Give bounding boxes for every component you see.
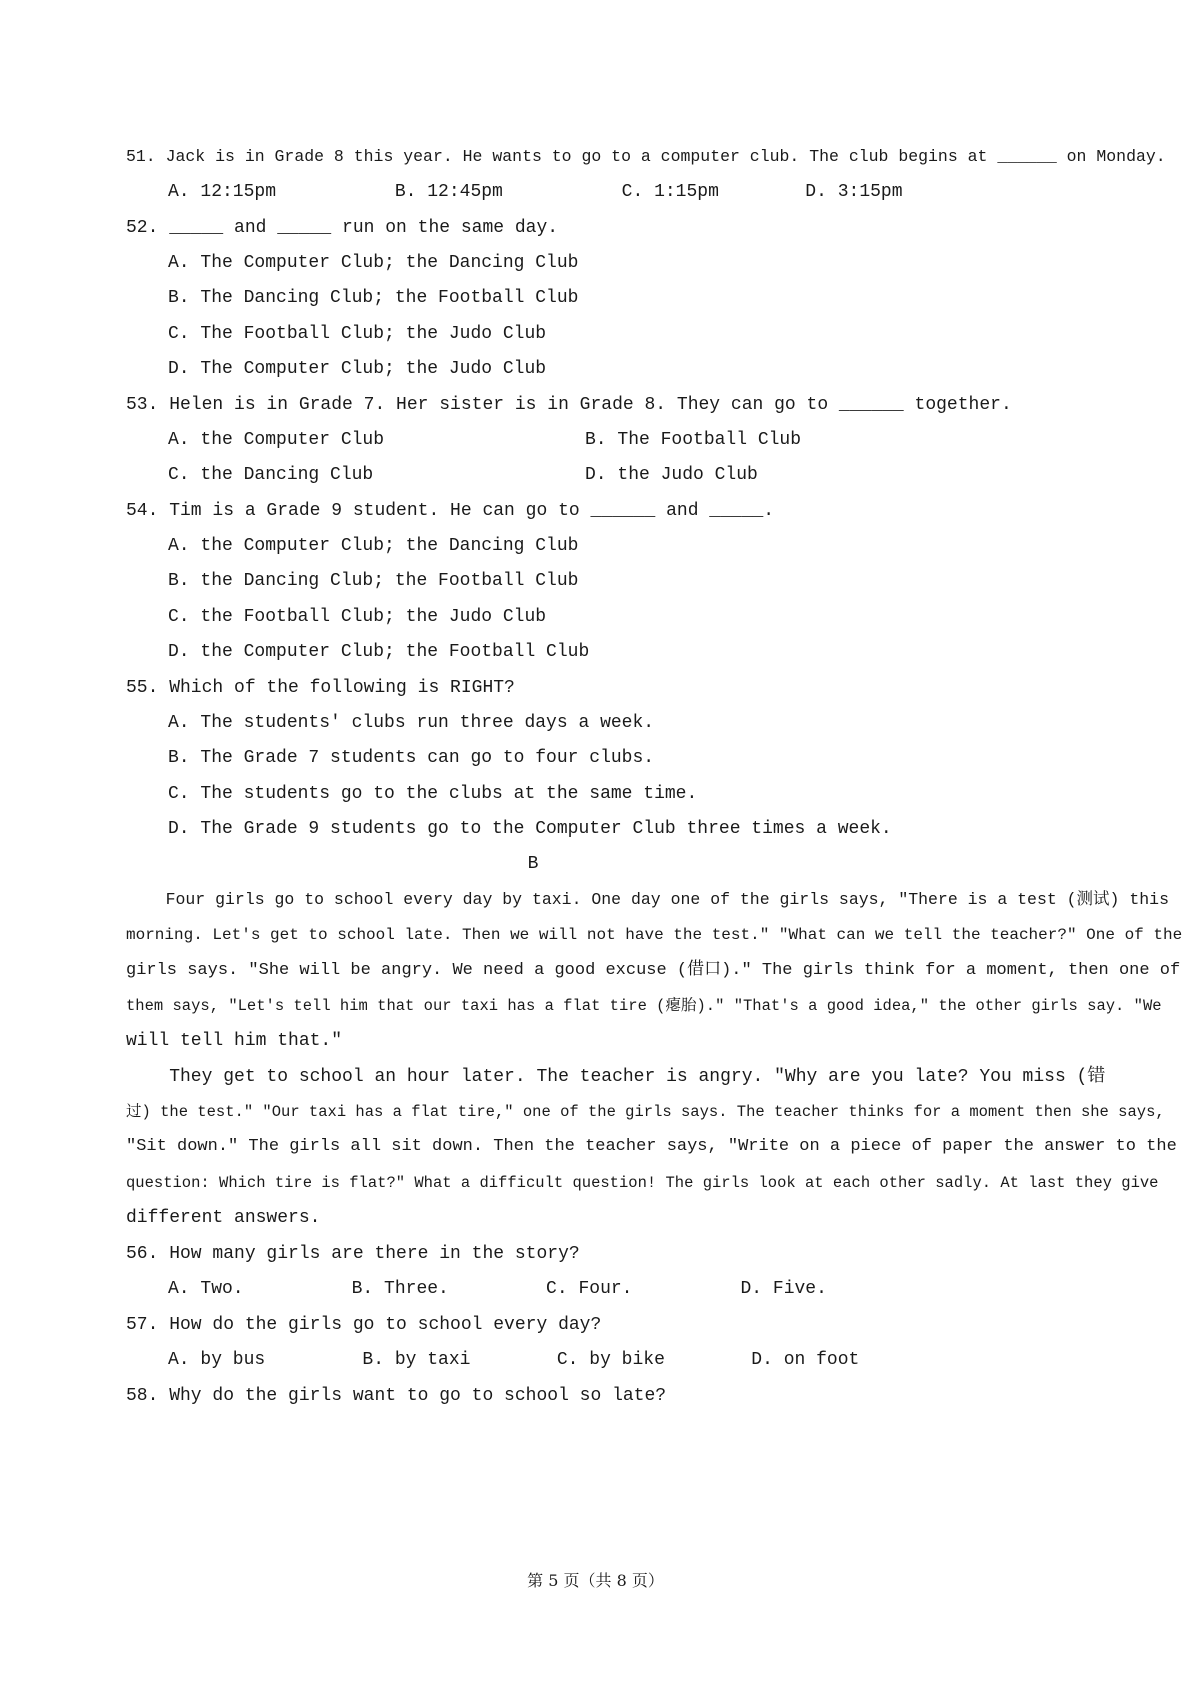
question-54-stem: 54. Tim is a Grade 9 student. He can go to ______ and _____. xyxy=(126,501,775,521)
question-53-option-b: B. The Football Club xyxy=(585,430,802,450)
question-53-option-d: D. the Judo Club xyxy=(585,465,758,485)
question-51-options: A. 12:15pm B. 12:45pm C. 1:15pm D. 3:15pm xyxy=(168,182,903,202)
question-55-stem: 55. Which of the following is RIGHT? xyxy=(126,678,515,698)
question-55-option-c: C. The students go to the clubs at the same time. xyxy=(168,784,698,804)
passage-line: girls says. "She will be angry. We need a good excuse (借口)." The girls think for a moment, then one of xyxy=(126,961,1181,980)
passage-line: 过) the test." "Our taxi has a flat tire," one of the girls says. The teacher thinks for a moment then she says, xyxy=(126,1103,1165,1121)
question-52-option-b: B. The Dancing Club; the Football Club xyxy=(168,288,579,308)
question-57-stem: 57. How do the girls go to school every day? xyxy=(126,1315,602,1335)
question-52-option-c: C. The Football Club; the Judo Club xyxy=(168,324,547,344)
question-56-stem: 56. How many girls are there in the story? xyxy=(126,1244,580,1264)
question-55-option-b: B. The Grade 7 students can go to four clubs. xyxy=(168,748,655,768)
question-55-option-a: A. The students' clubs run three days a week. xyxy=(168,713,655,733)
passage-line: "Sit down." The girls all sit down. Then the teacher says, "Write on a piece of paper the answer to the xyxy=(126,1137,1177,1156)
question-52-option-a: A. The Computer Club; the Dancing Club xyxy=(168,253,579,273)
passage-line: will tell him that." xyxy=(126,1031,343,1051)
question-54-option-d: D. the Computer Club; the Football Club xyxy=(168,642,590,662)
question-56-options: A. Two. B. Three. C. Four. D. Five. xyxy=(168,1279,827,1299)
passage-line: morning. Let's get to school late. Then we will not have the test." "What can we tell the teacher?" One of the xyxy=(126,926,1183,944)
question-51-stem: 51. Jack is in Grade 8 this year. He wants to go to a computer club. The club begins at ______ on Monday. xyxy=(126,147,1166,166)
passage-line: They get to school an hour later. The teacher is angry. "Why are you late? You miss (错 xyxy=(126,1067,1106,1087)
question-55-option-d: D. The Grade 9 students go to the Computer Club three times a week. xyxy=(168,819,892,839)
question-57-options: A. by bus B. by taxi C. by bike D. on foot xyxy=(168,1350,860,1370)
passage-heading: B xyxy=(527,854,539,874)
passage-line: them says, "Let's tell him that our taxi has a flat tire (瘪胎)." "That's a good idea," the other girls say. "We xyxy=(126,997,1162,1015)
question-54-option-c: C. the Football Club; the Judo Club xyxy=(168,607,547,627)
question-53-stem: 53. Helen is in Grade 7. Her sister is in Grade 8. They can go to ______ together. xyxy=(126,395,1012,415)
question-53-option-a: A. the Computer Club xyxy=(168,430,385,450)
page-number-footer: 第 5 页（共 8 页） xyxy=(527,1571,664,1590)
question-58-stem: 58. Why do the girls want to go to school so late? xyxy=(126,1386,667,1406)
question-54-option-b: B. the Dancing Club; the Football Club xyxy=(168,571,579,591)
passage-line: different answers. xyxy=(126,1208,321,1228)
question-52-option-d: D. The Computer Club; the Judo Club xyxy=(168,359,547,379)
question-53-option-c: C. the Dancing Club xyxy=(168,465,374,485)
passage-line: Four girls go to school every day by taxi. One day one of the girls says, "There is a test (测试) this xyxy=(126,890,1169,909)
question-52-stem: 52. _____ and _____ run on the same day. xyxy=(126,218,559,238)
question-54-option-a: A. the Computer Club; the Dancing Club xyxy=(168,536,579,556)
passage-line: question: Which tire is flat?" What a difficult question! The girls look at each other sadly. At last they give xyxy=(126,1174,1159,1192)
